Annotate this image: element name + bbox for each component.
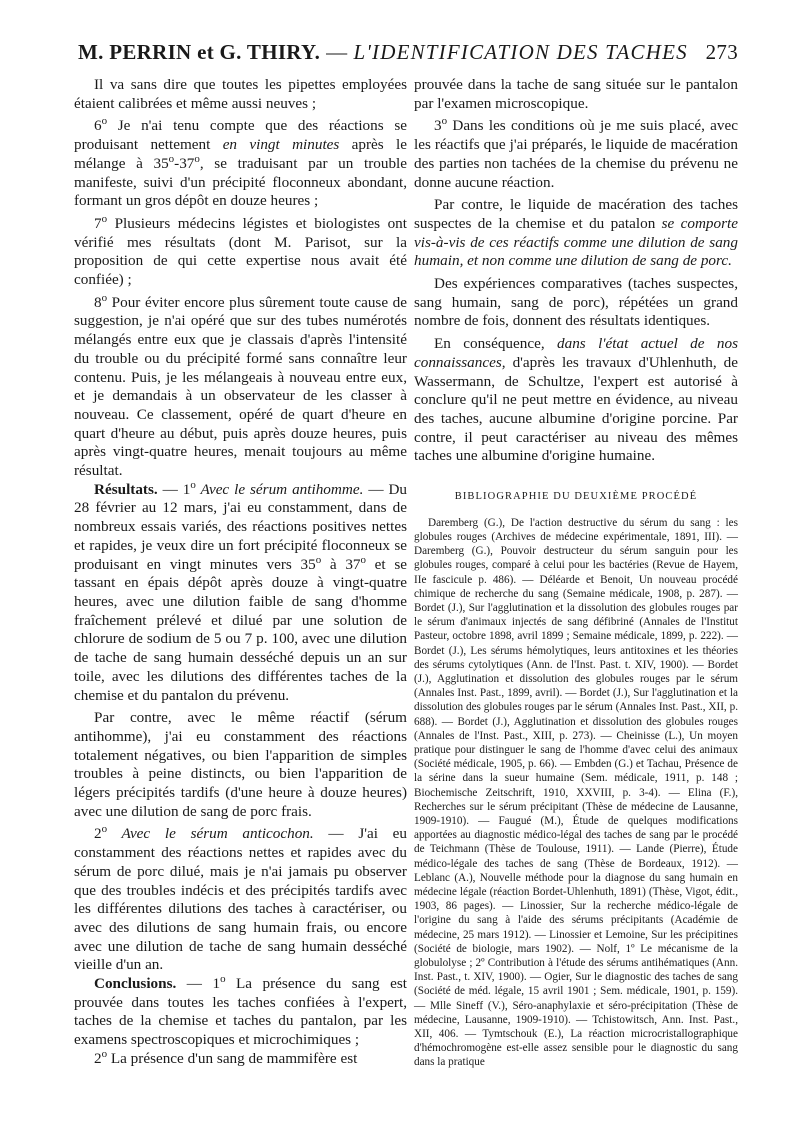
right-column — [414, 76, 738, 1070]
paragraph: 7$^o$ Plusieurs médecins légistes et biologistes ont vérifié mes résultats (dont M. Parisot, sur la proposition de qui cette expertise nous avait été confiée) ; — [74, 212, 407, 289]
paragraph: 3$^o$ Dans les conditions où je me suis placé, avec les réactifs que j'ai préparés, le liquide de macération des parties non tachées de la chemise du prévenu ne donne aucune réaction. — [414, 115, 738, 191]
section-label: Conclusions. — [94, 975, 177, 993]
paragraph: Il va sans dire que toutes les pipettes employées étaient calibrées et même aussi neuves ; — [74, 76, 407, 112]
left-column — [74, 76, 407, 1069]
paragraph: Résultats. — 1$^o$ Avec le sérum antihomme. — Du 28 février au 12 mars, j'ai eu constamment, dans de nombreux essais variés, des réactions positives nettes et rapides, je veux dire un fort précipité floconneux se produisant en vingt minutes vers 35$^o$ à 37$^o$ et se tassant en épais dépôt après douze à vingt-quatre heures, avec une dilution faible de sang d'homme fraîchement prélevé et dilué par une solution de chlorure de sodium de 5 ou 7 p. 100, avec une dilution de tache de sang humain desséché depuis un an sur toile, avec les dilutions des différentes taches de la chemise et du pantalon du prévenu. — [74, 478, 408, 704]
paragraph: 8$^o$ Pour éviter encore plus sûrement toute cause de suggestion, je n'ai opéré que sur des tubes numérotés mélangés entre eux que je classais d'après l'intensité du trouble ou du précipité formé sans connaître leur contenu. Puis, je les mélangeais à nouveau entre eux, et je demandais à un observateur de les classer à nouveau. Ce classement, opéré de quart d'heure en quart d'heure au début, puis après douze heures, puis après vingt-quatre heures, menait toujours au même résultat. — [74, 291, 407, 480]
paragraph: Conclusions. — 1$^o$ La présence du sang est prouvée dans toutes les taches confiées à l'expert, taches de la chemise et taches du pantalon, par les examens spectroscopiques et microchimiques ; — [74, 972, 407, 1049]
header-dash: — — [326, 40, 348, 64]
page-number: 273 — [705, 40, 738, 64]
paragraph: Par contre, avec le même réactif (sérum antihomme), j'ai eu constamment des réactions totalement négatives, ou bien l'apparition de simples troubles à peine distincts, ou bien l'apparition de légers précipités tardifs (d'une heure à douze heures) avec une dilution de sang de porc frais. — [74, 709, 407, 820]
paragraph: Par contre, le liquide de macération des taches suspectes de la chemise et du patalon se comporte vis-à-vis de ces réactifs comme une dilution de sang humain, et non comme une dilution de sang de porc. — [414, 196, 738, 270]
paragraph: 2$^o$ Avec le sérum anticochon. — J'ai eu constamment des réactions nettes et rapides avec du sérum de porc dilué, mais je n'ai jamais pu observer que des troubles indécis et des précipités tardifs avec les différentes dilutions des taches à caractériser, ou avec des dilutions de sang humain frais, ou encore avec une dilution de tache de sang humain desséché vieille d'un an. — [74, 823, 407, 974]
paragraph: 2$^o$ La présence d'un sang de mammifère est — [94, 1047, 358, 1067]
paragraph: En conséquence, dans l'état actuel de nos connaissances, d'après les travaux d'Uhlenhuth, de Wassermann, de Schultze, l'expert est autorisé à conclure qu'il ne peut mettre en évidence, au niveau des taches, aucune albumine d'origine porcine. Par contre, il peut caractériser au niveau des mêmes taches une albumine d'origine humaine. — [414, 335, 738, 465]
paragraph: Des expériences comparatives (taches suspectes, sang humain, sang de porc), répétées un grand nombre de fois, donnent des résultats identiques. — [414, 275, 738, 330]
header-authors: M. PERRIN et G. THIRY. — [78, 40, 321, 64]
paragraph: prouvée dans la tache de sang située sur le pantalon par l'examen microscopique. — [414, 76, 738, 112]
bibliography-text: Daremberg (G.), De l'action destructive du sérum du sang : les globules rouges (Archives de médecine expérimentale, 1891, III). — Daremberg (G.), Pouvoir destructeur du sérum sanguin pour les globules rouges, comparé à celui pour les bactéries (Revue de Hayem, IIe fascicule p. 486). — Déléarde et Benoit, Un nouveau procédé chimique de recherche du sang (Semaine médicale, 1908, p. 287). — Bordet (J.), Sur l'agglutination et la dissolution des globules rouges par le sérum d'animaux injectés de sang défibriné (Annales de l'Institut Pasteur, octobre 1898, avril 1899 ; Semaine médicale, 1899, p. 222). — Bordet (J.), Les sérums hémolytiques, leurs antitoxines et les théories des sérums cytolytiques (Ann. de l'Inst. Past. t. XIV, 1900). — Bordet (J.), Agglutination et dissolution des globules rouges par le sérum (Annales Inst. Past., 1899, avril). — Bordet (J.), Sur l'agglutination et la dissolution des globules rouges par le sérum (Annales Inst. Past., XII, p. 688). — Bordet (J.), Agglutination et dissolution des globules rouges (Annales de l'Inst. Past., XIII, p. 273). — Cheinisse (L.), Un moyen pratique pour distinguer le sang de l'homme d'avec celui des animaux (Société médicale, 1905, p. 66). — Embden (G.) et Tachau, Présence de la sérine dans la sueur humaine (Sem. médicale, 1911, p. 148 ; Biochemische Zeitschrift, 1910, XXVIII, p. 3-4). — Elina (F.), Recherches sur le sérum précipitant (Thèse de médecine de Lausanne, 1909-1910). — Faugué (M.), Étude de quelques modifications apportées au diagnostic médico-légal des taches de sang par le procédé de Teichmann (Thèse de Toulouse, 1911). — Lande (Pierre), Étude médico-légale des taches de sang (Thèse de Bordeaux, 1912). — Leblanc (A.), Nouvelle méthode pour la diagnose du sang humain en médecine légale (réaction Bordet-Uhlenhuth, 1891) (Thèse, Vigot, édit., 1903, 86 pages). — Linossier, Sur la recherche médico-légale de l'origine du sang à l'aide des sérums précipitants (Académie de médecine, 25 mars 1912). — Linossier et Lemoine, Sur les précipitines (Société de biologie, mars 1902). — Nolf, 1º Le mécanisme de la globulolyse ; 2º Contribution à l'étude des sérums antihématiques (Ann. Inst. Past., t. XIV, 1900). — Ogier, Sur le diagnostic des taches de sang (Société de méd. légale, 15 avril 1901 ; Sem. médicale, 1901, p. 159). — Mlle Sineff (V.), Séro-anaphylaxie et séro-précipitation (Thèse de médecine, Lausanne, 1909-1910). — Tchistowitsch, Ann. Inst. Past., XII, 406. — Tymtschouk (E.), La réaction microcristallographique d'hémochromogène est-elle assez sensible pour le diagnostic du sang dans la pratique — [414, 516, 738, 1069]
section-label: Résultats. — [94, 480, 158, 498]
header-title: L'IDENTIFICATION DES TACHES — [353, 40, 688, 64]
paragraph: 6$^o$ Je n'ai tenu compte que des réactions se produisant nettement en vingt minutes après le mélange à 35$^o$-37$^o$, se traduisant par un trouble manifeste, suivi d'un précipité floconneux abondant, formant un gros dépôt en douze heures ; — [74, 115, 408, 210]
running-header — [78, 40, 738, 70]
bibliography-heading: BIBLIOGRAPHIE DU DEUXIÈME PROCÉDÉ — [454, 491, 698, 503]
